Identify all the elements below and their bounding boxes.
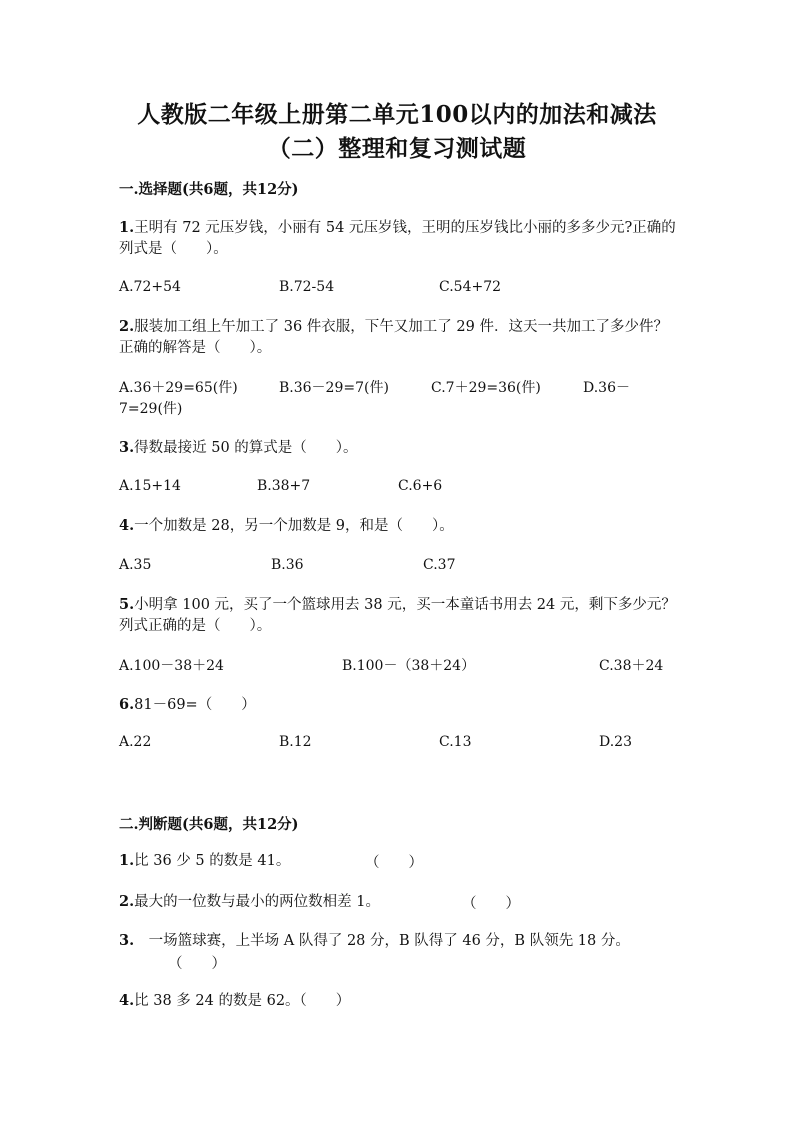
question-text: 小明拿 100 元，买了一个篮球用去 38 元，买一本童话书用去 24 元，剩下多少元？列式正确的是（ ）。 — [119, 597, 676, 634]
option-c[interactable]: C.38＋24 — [599, 658, 664, 674]
answer-paren[interactable]: （ ） — [365, 855, 423, 871]
option-a[interactable]: A.72+54 — [119, 279, 181, 295]
question-text: 王明有 72 元压岁钱，小丽有 54 元压岁钱，王明的压岁钱比小丽的多多少元?正确的列式是（ ）。 — [119, 220, 676, 257]
question-number: 5. — [119, 596, 135, 613]
option-b[interactable]: B.36－29=7(件) — [279, 380, 389, 396]
option-a[interactable]: A.35 — [119, 557, 152, 573]
question-number: 2. — [119, 893, 135, 910]
question-text: 比 38 多 24 的数是 62。 — [134, 993, 300, 1009]
question-number: 3. — [119, 439, 135, 456]
option-a[interactable]: A.100－38＋24 — [119, 658, 224, 674]
option-d-continued: 7=29(件) — [119, 401, 183, 417]
choice-options-2 — [0, 377, 794, 397]
choice-question-6 — [119, 694, 679, 716]
choice-options-2-wrap — [0, 398, 794, 418]
option-b[interactable]: B.72-54 — [279, 279, 335, 295]
tf-question-4 — [119, 990, 719, 1012]
question-text: 得数最接近 50 的算式是（ ）。 — [134, 440, 358, 456]
choice-options-1 — [0, 279, 794, 299]
question-text: 一个加数是 28，另一个加数是 9，和是（ ）。 — [134, 518, 454, 534]
option-c[interactable]: C.7＋29=36(件) — [431, 380, 541, 396]
question-text: 服装加工组上午加工了 36 件衣服，下午又加工了 29 件．这天一共加工了多少件？正确的解答是（ ）。 — [119, 319, 668, 356]
question-text: 一场篮球赛，上半场 A 队得了 28 分，B 队得了 46 分，B 队领先 18 分。 — [134, 933, 630, 949]
document-title-line1: 人教版二年级上册第二单元100以内的加法和减法 — [137, 101, 657, 128]
option-a[interactable]: A.15+14 — [119, 478, 181, 494]
option-b[interactable]: B.12 — [279, 734, 312, 750]
option-a[interactable]: A.36＋29=65(件) — [119, 380, 238, 396]
question-number: 1. — [119, 852, 135, 869]
question-number: 3. — [119, 932, 135, 949]
option-c[interactable]: C.37 — [423, 557, 456, 573]
answer-paren[interactable]: （ ） — [168, 956, 226, 972]
tf-question-2 — [119, 891, 719, 913]
option-c[interactable]: C.13 — [439, 734, 472, 750]
choice-options-6 — [0, 734, 794, 754]
question-text: 最大的一位数与最小的两位数相差 1。 — [134, 894, 380, 910]
choice-question-5 — [119, 594, 679, 637]
answer-paren[interactable]: （ ） — [462, 896, 520, 912]
question-number: 2. — [119, 318, 135, 335]
question-number: 4. — [119, 992, 135, 1009]
choice-options-5 — [0, 655, 794, 675]
choice-options-4 — [0, 557, 794, 577]
question-text: 81－69=（ ） — [134, 697, 256, 713]
document-title-line2: （二）整理和复习测试题 — [267, 135, 527, 162]
option-a[interactable]: A.22 — [119, 734, 152, 750]
question-number: 4. — [119, 517, 135, 534]
option-d[interactable]: D.23 — [599, 734, 632, 750]
choice-options-3 — [0, 478, 794, 498]
section-heading-true-false: 二.判断题(共6题，共12分) — [119, 816, 299, 833]
section-heading-choice: 一.选择题(共6题，共12分) — [119, 181, 299, 198]
question-number: 6. — [119, 696, 135, 713]
option-b[interactable]: B.36 — [271, 557, 304, 573]
question-text: 比 36 少 5 的数是 41。 — [134, 853, 291, 869]
option-c[interactable]: C.54+72 — [439, 279, 502, 295]
choice-question-4 — [119, 515, 679, 537]
option-b[interactable]: B.38+7 — [257, 478, 311, 494]
option-b[interactable]: B.100－（38＋24） — [342, 658, 476, 674]
choice-question-3 — [119, 437, 679, 459]
option-c[interactable]: C.6+6 — [398, 478, 443, 494]
question-number: 1. — [119, 219, 135, 236]
tf-question-3 — [119, 930, 679, 952]
choice-question-2 — [119, 316, 679, 359]
answer-paren[interactable]: （ ） — [299, 993, 351, 1009]
choice-question-1 — [119, 217, 679, 260]
option-d[interactable]: D.36－ — [583, 380, 630, 396]
